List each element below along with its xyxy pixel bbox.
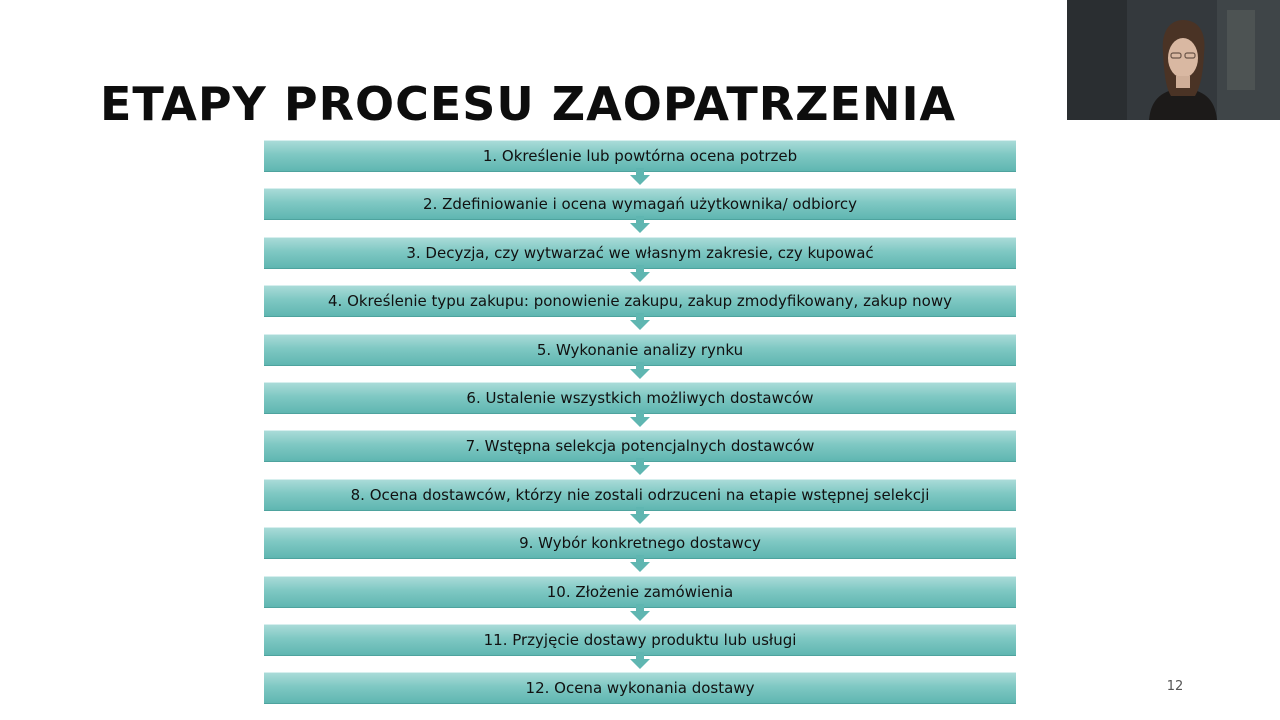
down-arrow-icon <box>630 362 650 379</box>
down-arrow-icon <box>630 652 650 669</box>
down-arrow-icon <box>630 410 650 427</box>
down-arrow-icon <box>630 216 650 233</box>
process-step-label: 9. Wybór konkretnego dostawcy <box>519 533 761 552</box>
webcam-overlay <box>1067 0 1280 120</box>
down-arrow-icon <box>630 604 650 621</box>
process-step-12 <box>264 672 1016 704</box>
process-step-label: 12. Ocena wykonania dostawy <box>525 678 755 697</box>
process-step-label: 8. Ocena dostawców, którzy nie zostali odrzuceni na etapie wstępnej selekcji <box>350 485 930 504</box>
down-arrow-icon <box>630 168 650 185</box>
process-step-label: 1. Określenie lub powtórna ocena potrzeb <box>482 146 798 165</box>
down-arrow-icon <box>630 313 650 330</box>
process-step-label: 4. Określenie typu zakupu: ponowienie zakupu, zakup zmodyfikowany, zakup nowy <box>327 291 953 310</box>
down-arrow-icon <box>630 265 650 282</box>
process-step-label: 2. Zdefiniowanie i ocena wymagań użytkownika/ odbiorcy <box>423 194 857 213</box>
process-step-label: 6. Ustalenie wszystkich możliwych dostawców <box>466 388 814 407</box>
process-step-label: 3. Decyzja, czy wytwarzać we własnym zakresie, czy kupować <box>406 243 874 262</box>
process-flow-diagram <box>264 140 1016 706</box>
process-step-label: 5. Wykonanie analizy rynku <box>536 340 744 359</box>
process-step-label: 7. Wstępna selekcja potencjalnych dostawców <box>465 436 815 455</box>
down-arrow-icon <box>630 507 650 524</box>
down-arrow-icon <box>630 555 650 572</box>
page-number: 12 <box>1166 679 1184 694</box>
process-step-label: 10. Złożenie zamówienia <box>546 582 734 601</box>
down-arrow-icon <box>630 458 650 475</box>
webcam-person-icon <box>1067 0 1280 120</box>
slide-title: ETAPY PROCESU ZAOPATRZENIA <box>100 77 957 131</box>
process-step-label: 11. Przyjęcie dostawy produktu lub usługi <box>483 630 797 649</box>
